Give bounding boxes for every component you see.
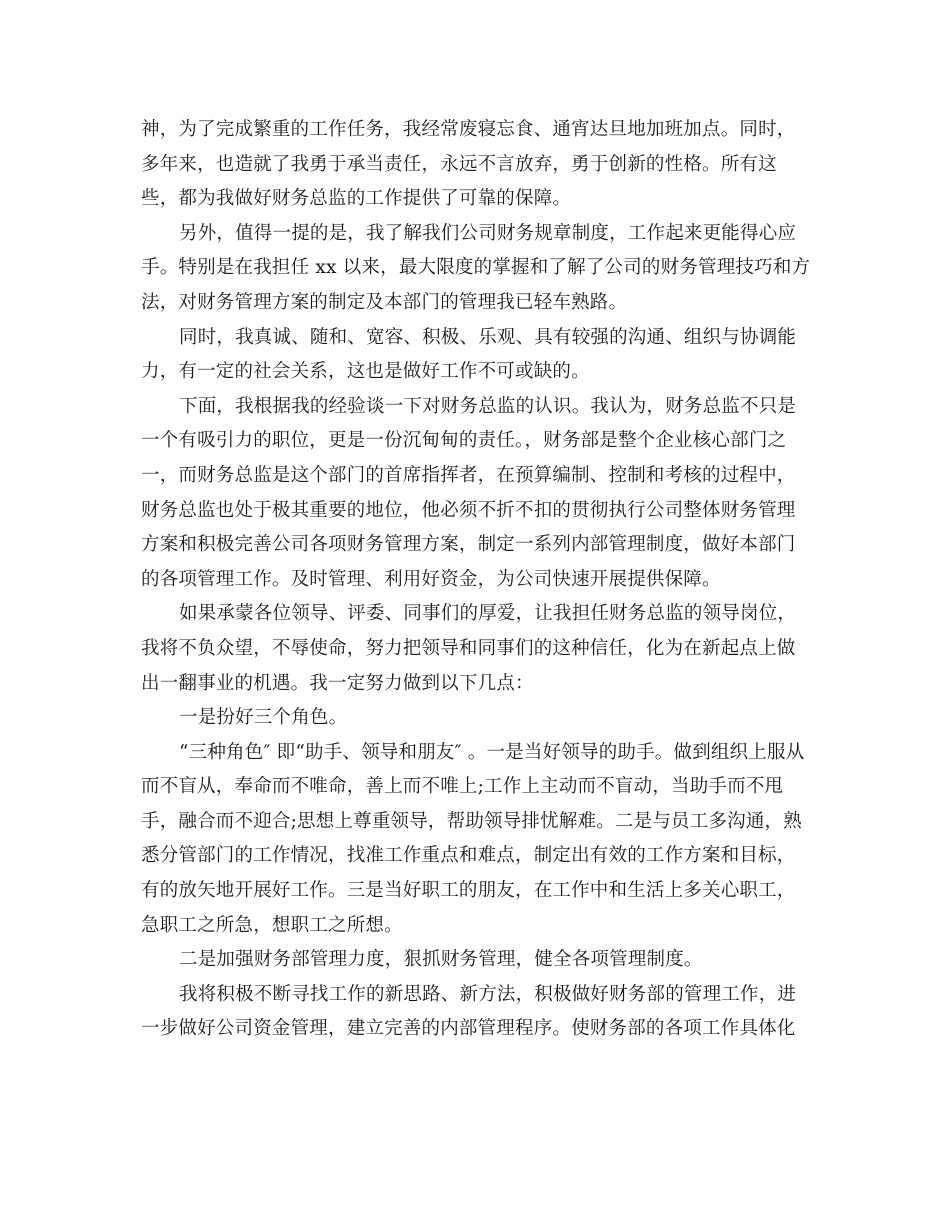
text-line: 下面，我根据我的经验谈一下对财务总监的认识。我认为，财务总监不只是 (179, 395, 797, 417)
text-line: 方案和积极完善公司各项财务管理方案，制定一系列内部管理制度，做好本部门 (141, 534, 796, 556)
text-line: 我将积极不断寻找工作的新思路、新方法，积极做好财务部的管理工作，进 (179, 983, 797, 1005)
text-line: 急职工之所急，想职工之所想。 (141, 914, 403, 936)
document-body (141, 113, 821, 1047)
text-line: 些，都为我做好财务总监的工作提供了可靠的保障。 (141, 188, 572, 210)
text-line: 另外，值得一提的是，我了解我们公司财务规章制度，工作起来更能得心应 (179, 222, 797, 244)
text-line: 多年来，也造就了我勇于承当责任，永远不言放弃，勇于创新的性格。所有这 (141, 153, 777, 175)
text-line: 二是加强财务部管理力度，狠抓财务管理，健全各项管理制度。 (179, 949, 703, 971)
text-line: “三种角色″ 即“助手、领导和朋友″ 。一是当好领导的助手。做到组织上服从 (179, 741, 805, 763)
text-line: 法，对财务管理方案的制定及本部门的管理我已轻车熟路。 (141, 291, 628, 313)
text-line: 我将不负众望，不辱使命，努力把领导和同事们的这种信任，化为在新起点上做 (141, 637, 796, 659)
text-line: 悉分管部门的工作情况，找准工作重点和难点，制定出有效的工作方案和目标， (141, 845, 796, 867)
text-line: 手，融合而不迎合;思想上尊重领导，帮助领导排忧解难。二是与员工多沟通，熟 (141, 810, 802, 832)
text-line: 而不盲从，奉命而不唯命，善上而不唯上;工作上主动而不盲动，当助手而不甩 (141, 776, 784, 798)
text-line: 如果承蒙各位领导、评委、同事们的厚爱，让我担任财务总监的领导岗位， (179, 603, 797, 625)
text-line: 一是扮好三个角色。 (179, 707, 348, 729)
text-line: 财务总监也处于极其重要的地位，他必须不折不扣的贯彻执行公司整体财务管理 (141, 499, 796, 521)
text-line: 手。特别是在我担任 xx 以来，最大限度的掌握和了解了公司的财务管理技巧和方 (141, 257, 811, 279)
text-line: 出一翻事业的机遇。我一定努力做到以下几点： (141, 672, 534, 694)
text-line: 一步做好公司资金管理，建立完善的内部管理程序。使财务部的各项工作具体化 (141, 1018, 796, 1040)
text-line: 一个有吸引力的职位，更是一份沉甸甸的责任。，财务部是整个企业核心部门之 (141, 430, 787, 452)
text-line: 一，而财务总监是这个部门的首席指挥者，在预算编制、控制和考核的过程中， (141, 464, 796, 486)
text-line: 有的放矢地开展好工作。三是当好职工的朋友，在工作中和生活上多关心职工， (141, 880, 796, 902)
text-line: 神，为了完成繁重的工作任务，我经常废寝忘食、通宵达旦地加班加点。同时， (141, 119, 796, 140)
text-line: 同时，我真诚、随和、宽容、积极、乐观、具有较强的沟通、组织与协调能 (179, 326, 797, 348)
text-line: 的各项管理工作。及时管理、利用好资金，为公司快速开展提供保障。 (141, 568, 721, 590)
text-line: 力，有一定的社会关系，这也是做好工作不可或缺的。 (141, 361, 590, 383)
